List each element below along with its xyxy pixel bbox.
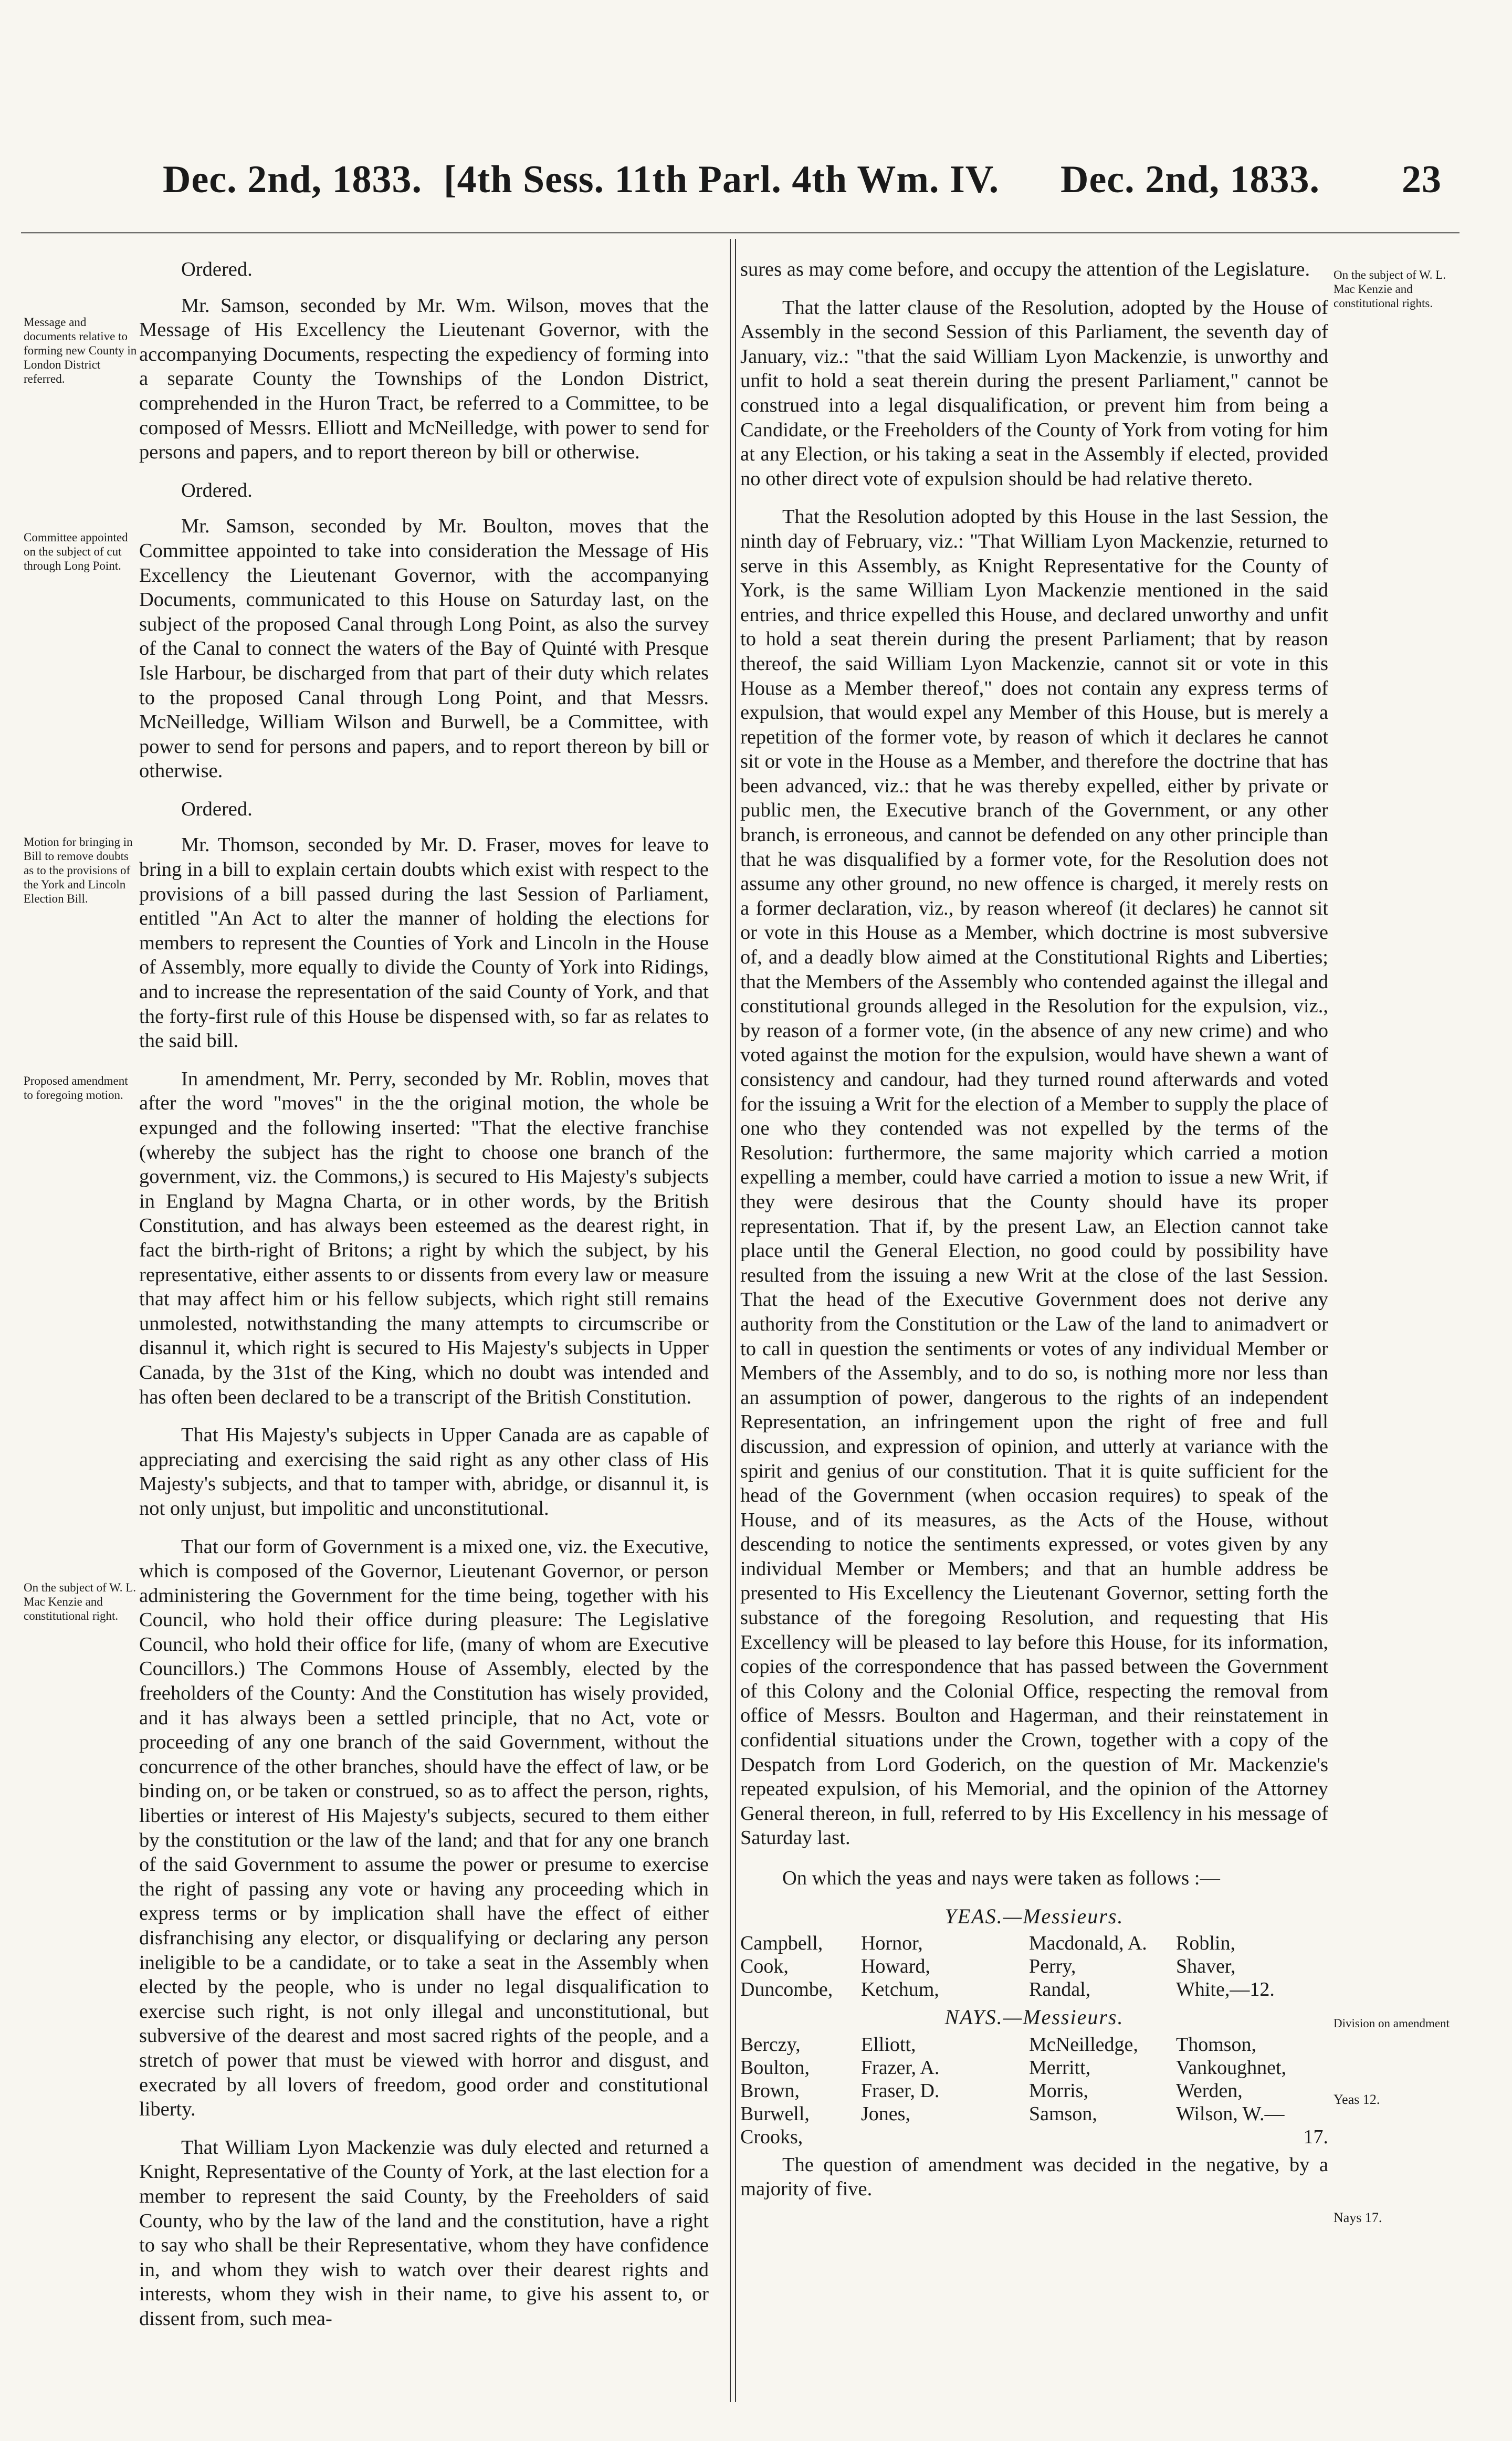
margin-note-yeas: Yeas 12.	[1334, 2092, 1380, 2107]
header-rule	[21, 232, 1460, 234]
nay-name: Werden,	[1176, 2079, 1243, 2102]
yeas-list	[740, 1932, 1328, 2001]
nay-name: Jones,	[861, 2102, 910, 2125]
nays-list	[740, 2033, 1328, 2149]
ordered-label: Ordered.	[181, 479, 253, 501]
yea-name: Campbell,	[740, 1932, 823, 1955]
header-date-left: Dec. 2nd, 1833.	[163, 158, 422, 201]
margin-note-long-point: Committee appointed on the subject of cut through Long Point.	[24, 531, 128, 572]
nay-name: Elliott,	[861, 2033, 916, 2056]
page-header	[32, 158, 1460, 215]
nay-name: Berczy,	[740, 2033, 801, 2056]
left-column	[139, 257, 709, 2345]
margin-note-mackenzie-left: On the subject of W. L. Mac Kenzie and constitutional right.	[24, 1581, 136, 1622]
column-divider	[730, 239, 736, 2402]
yea-name: Ketchum,	[861, 1978, 939, 2001]
yea-name: Shaver,	[1176, 1955, 1236, 1978]
header-date-right: Dec. 2nd, 1833.	[1060, 158, 1320, 201]
page-number: 23	[1402, 158, 1442, 201]
nay-name: Crooks,	[740, 2125, 803, 2148]
yea-name: Randal,	[1029, 1978, 1091, 2001]
nay-name: Fraser, D.	[861, 2079, 940, 2102]
paragraph-mackenzie-elected: That William Lyon Mackenzie was duly elected and returned a Knight, Representative of the County of York, at the last election for a member to represent the said County, by the Freeholders of said County, who by the law of the land and the constitution, have a right to say who shall be their Representative, whom they have confidence in, and whom they wish to watch over their dearest rights and interests, whom they wish in their name, to give his assent to, or dissent from, such mea-	[139, 2136, 709, 2330]
nays-heading: NAYS.—Messieurs.	[944, 2005, 1124, 2029]
right-column	[740, 257, 1328, 2215]
header-session: [4th Sess. 11th Parl. 4th Wm. IV.	[444, 158, 1000, 201]
nay-name: Boulton,	[740, 2056, 810, 2079]
nay-name: Thomson,	[1176, 2033, 1257, 2056]
margin-note-division: Division on amendment	[1334, 2017, 1450, 2030]
yea-name: Hornor,	[861, 1932, 923, 1955]
paragraph-latter-clause: That the latter clause of the Resolution, adopted by the House of Assembly in the second Session of this Parliament, the seventh day of January, viz.: "that the said William Lyon Mackenzie, is unworthy and unfit to hold a seat therein during the present Parliament," cannot be construed into a legal disqualification, or prevent him from being a Candidate, or the Freeholders of the County of York from voting for him at any Election, or his taking a seat in the Assembly if elected, provided no other direct vote of expulsion should be had relative thereto.	[740, 296, 1328, 490]
nay-name: Vankoughnet,	[1176, 2056, 1287, 2079]
nay-name: Wilson, W.—	[1176, 2102, 1285, 2125]
nay-name: Merritt,	[1029, 2056, 1091, 2079]
margin-note-mackenzie-right: On the subject of W. L. Mac Kenzie and constitutional rights.	[1334, 268, 1446, 310]
yea-name: Cook,	[740, 1955, 789, 1978]
yea-name: Macdonald, A.	[1029, 1932, 1147, 1955]
nay-name: McNeilledge,	[1029, 2033, 1138, 2056]
paragraph-capable: That His Majesty's subjects in Upper Canada are as capable of appreciating and exercising the said right as any other class of His Majesty's subjects, and that to tamper with, abridge, or disannul it, is not only unjust, but impolitic and unconstitutional.	[139, 1424, 709, 1520]
ordered-label: Ordered.	[181, 798, 253, 820]
nay-name: Brown,	[740, 2079, 800, 2102]
yea-name: Perry,	[1029, 1955, 1076, 1978]
margin-note-amendment: Proposed amendment to foregoing motion.	[24, 1074, 128, 1102]
ordered-label: Ordered.	[181, 258, 253, 280]
margin-note-york-lincoln: Motion for bringing in Bill to remove doubts as to the provisions of the York and Lincoln Election Bill.	[24, 835, 133, 905]
yeas-heading: YEAS.—Messieurs.	[944, 1904, 1124, 1928]
paragraph-continued: sures as may come before, and occupy the attention of the Legislature.	[740, 258, 1310, 280]
nay-name: Burwell,	[740, 2102, 810, 2125]
yea-name: White,—12.	[1176, 1978, 1275, 2001]
vote-intro: On which the yeas and nays were taken as follows :—	[782, 1867, 1220, 1889]
paragraph-resolution: That the Resolution adopted by this House in the last Session, the ninth day of February, viz.: "That William Lyon Mackenzie, returned to serve in this Assembly, as Knight Representative for the County of York, is the same William Lyon Mackenzie mentioned in the said entries, and thrice expelled this House, and declared unworthy and unfit to hold a seat therein during the present Parliament; that by reason thereof, the said William Lyon Mackenzie, cannot sit or vote in this House as a Member thereof," does not contain any express terms of expulsion, that would expel any Member of this House, but is merely a repetition of the former vote, by reason of which it declares he cannot sit or vote in the House as a Member, and therefore the doctrine that has been advanced, viz.: that he was thereby expelled, either by private or public men, the Executive branch of the Government, or any other branch, is erroneous, and cannot be defended on any other principle than that he was disqualified by a former vote, for the Resolution does not assume any other ground, no new offence is charged, it merely rests on a former declaration, viz., by reason whereof (it declares) he cannot sit or vote in this House as a Member, which doctrine is most subversive of, and a deadly blow aimed at the Constitutional Rights and Liberties; that the Members of the Assembly who contended against the illegal and constitutional grounds alleged in the Resolution for the expulsion, viz., by reason of a former vote, (in the absence of any new crime) and who voted against the motion for the expulsion, would have shewn a want of consistency and candour, had they turned round afterwards and voted for the issuing a Writ for the election of a Member to supply the place of one who they contended was not expelled by the terms of the Resolution: furthermore, the same majority which carried a motion expelling a member, could have carried a motion to issue a new Writ, if they were desirous that the County should have its proper representation. That if, by the present Law, an Election cannot take place until the General Election, no good could by possibility have resulted from the issuing a new Writ at the close of the last Session. That the head of the Executive Government does not derive any authority from the Constitution or the Law of the land to animadvert or to call in question the sentiments or votes of any individual Member or Members of the Assembly, and to do so, is nothing more nor less than an assumption of power, dangerous to the rights of an independent Representation, an infringement upon the right of free and full discussion, and expression of opinion, and utterly at variance with the spirit and genius of our constitution. That it is quite sufficient for the head of the Government (when occasion requires) to speak of the House, and of its measures, as the Acts of the House, without descending to notice the sentiments expressed, or votes given by any individual Member or Members; and that an humble address be presented to His Excellency the Lieutenant Governor, setting forth the substance of the foregoing Resolution, and requesting that His Excellency will be pleased to lay before this House, for its information, copies of the correspondence that has passed between the Government of this Colony and the Colonial Office, respecting the removal from office of Messrs. Boulton and Hagerman, and their reinstatement in confidential situations under the Crown, together with a copy of the Despatch from Lord Goderich, on the question of Mr. Mackenzie's repeated expulsion, of his Memorial, and the opinion of the Attorney General thereon, in full, referred to by His Excellency in his message of Saturday last.	[740, 506, 1328, 1849]
paragraph-samson-wilson: Mr. Samson, seconded by Mr. Wm. Wilson, moves that the Message of His Excellency the Lieutenant Governor, with the accompanying Documents, respecting the expediency of forming into a separate County the Townships of the London District, comprehended in the Huron Tract, be referred to a Committee, to be composed of Messrs. Elliott and McNeilledge, with power to send for persons and papers, and to report thereon by bill or otherwise.	[139, 294, 709, 464]
paragraph-government: That our form of Government is a mixed one, viz. the Executive, which is composed of the Governor, Lieutenant Governor, or person administering the Government for the time being, together with his Council, who hold their office during pleasure: The Legislative Council, who hold their office for life, (many of whom are Executive Councillors.) The Commons House of Assembly, elected by the freeholders of the County: And the Constitution has wisely provided, and it has always been a settled principle, that no Act, vote or proceeding of any one branch of the said Government, without the concurrence of the other branches, should have the effect of law, or be binding on, or be taken or construed, so as to affect the person, rights, liberties or interest of His Majesty's subjects, secured to them either by the constitution or the law of the land; and that for any one branch of the said Government to assume the power or presume to exercise the right of passing any vote or having any proceeding which in express terms or by implication shall have the effect of either disfranchising any elector, or disqualifying or declaring any person ineligible to be a candidate, or to take a seat in the Assembly when elected by the people, who is under no legal disqualification to exercise such right, is not only illegal and unconstitutional, but subversive of the dearest and most sacred rights of the people, and a stretch of power that must be viewed with horror and disgust, and execrated by all lovers of freedom, good order and constitutional liberty.	[139, 1535, 709, 2121]
yea-name: Roblin,	[1176, 1932, 1235, 1955]
paragraph-perry-amendment: In amendment, Mr. Perry, seconded by Mr. Roblin, moves that after the word "moves" in the the original motion, the whole be expunged and the following inserted: "That the elective franchise (whereby the subject has the right to choose one branch of the government, viz. the Commons,) is secured to His Majesty's subjects in England by Magna Charta, or in other words, by the British Constitution, and has always been esteemed as the dearest right, in fact the birth-right of Britons; a right by which the subject, by his representative, either assents to or dissents from every law or measure that may affect him or his fellow subjects, which right still remains unmolested, notwithstanding the many attempts to circumscribe or disannul it, which right is secured to His Majesty's subjects in Upper Canada, by the 31st of the King, which no doubt was intended and has often been declared to be a transcript of the British Constitution.	[139, 1067, 709, 1408]
margin-note-huron: Message and documents relative to forming new County in London District referred.	[24, 316, 137, 385]
paragraph-closing: The question of amendment was decided in the negative, by a majority of five.	[740, 2153, 1328, 2201]
nay-name: Frazer, A.	[861, 2056, 940, 2079]
yea-name: Howard,	[861, 1955, 930, 1978]
nay-name: Samson,	[1029, 2102, 1097, 2125]
paragraph-thomson: Mr. Thomson, seconded by Mr. D. Fraser, moves for leave to bring in a bill to explain certain doubts which exist with respect to the provisions of a bill passed during the last Session of Parliament, entitled "An Act to alter the manner of holding the elections for members to represent the Counties of York and Lincoln in the House of Assembly, more equally to divide the County of York into Ridings, and to increase the representation of the said County of York, and that the forty-first rule of this House be dispensed with, so far as relates to the said bill.	[139, 834, 709, 1052]
yea-name: Duncombe,	[740, 1978, 833, 2001]
nay-name: Morris,	[1029, 2079, 1088, 2102]
paragraph-samson-boulton: Mr. Samson, seconded by Mr. Boulton, moves that the Committee appointed to take into consideration the Message of His Excellency the Lieutenant Governor, with the accompanying Documents, communicated to this House on Saturday last, on the subject of the proposed Canal through Long Point, as also the survey of the Canal to connect the waters of the Bay of Quinté with Presque Isle Harbour, be discharged from that part of their duty which relates to the proposed Canal through Long Point, and that Messrs. McNeilledge, William Wilson and Burwell, be a Committee, with power to send for persons and papers, and to report thereon by bill or otherwise.	[139, 515, 709, 782]
nays-total: 17.	[1303, 2125, 1328, 2148]
margin-note-nays: Nays 17.	[1334, 2210, 1382, 2225]
